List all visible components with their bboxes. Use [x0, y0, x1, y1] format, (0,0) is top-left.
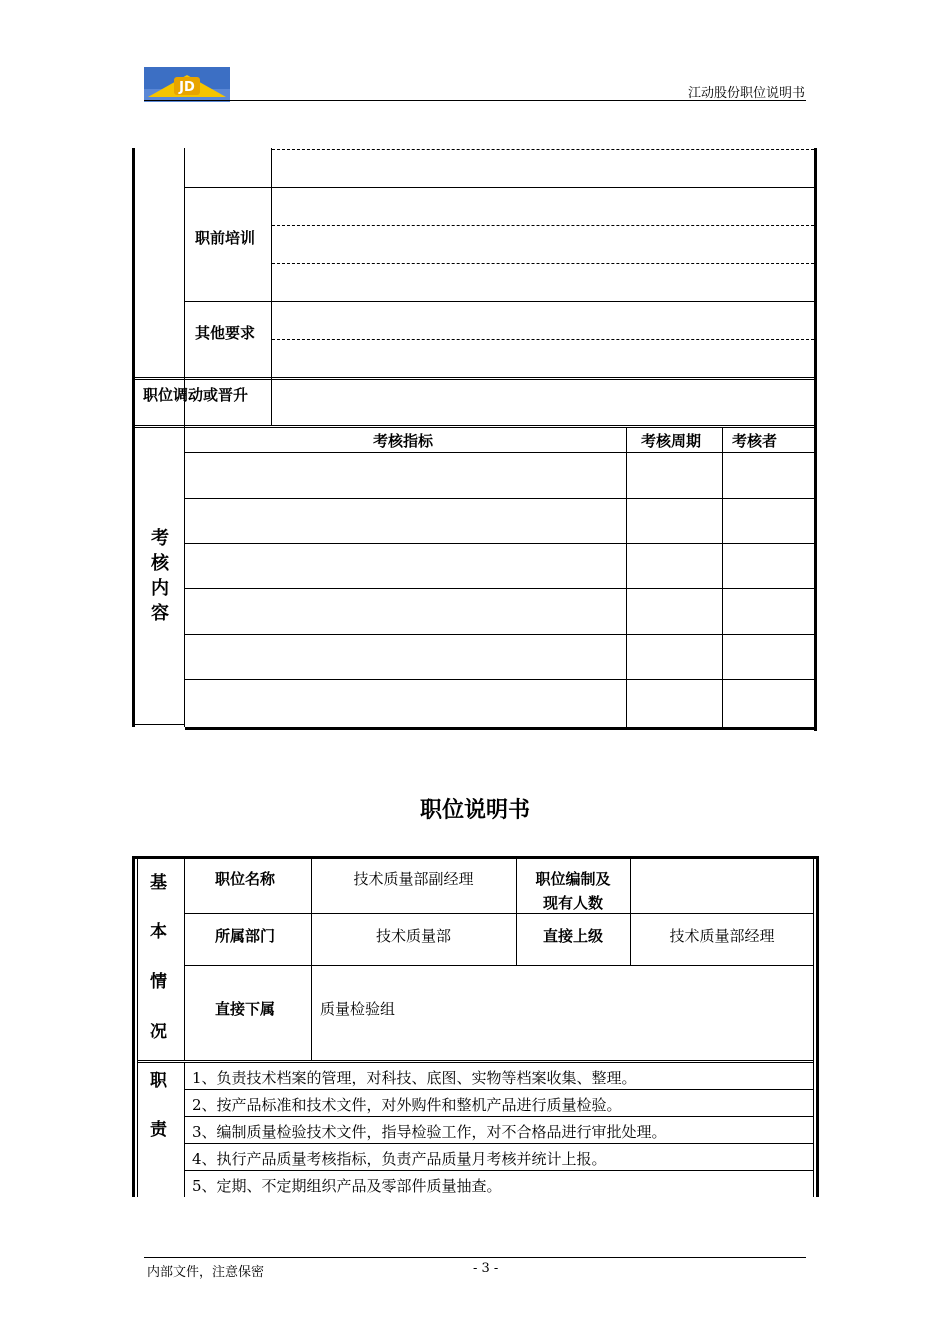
table-row	[184, 679, 814, 680]
transfer-promotion-label: 职位调动或晋升	[143, 386, 249, 404]
assessor-header: 考核者	[732, 432, 778, 450]
upper-table-right-border	[814, 148, 817, 731]
assessment-indicator-header: 考核指标	[373, 432, 434, 450]
position-name-label: 职位名称	[215, 870, 276, 888]
table-row	[184, 634, 814, 635]
header-divider	[144, 100, 806, 101]
basic-label-char-3: 情	[150, 972, 167, 992]
pre-job-training-label: 职前培训	[195, 229, 256, 247]
duties-label-char-1: 职	[150, 1071, 167, 1091]
duty-item: 5、定期、不定期组织产品及零部件质量抽查。	[192, 1177, 502, 1195]
headcount-label-line1: 职位编制及	[535, 870, 611, 888]
table-row	[184, 498, 814, 499]
company-logo	[144, 67, 230, 102]
other-requirements-label: 其他要求	[195, 324, 256, 342]
duties-label-char-2: 责	[150, 1120, 167, 1140]
basic-label-char-2: 本	[150, 922, 167, 942]
duty-item: 4、执行产品质量考核指标，负责产品质量月考核并统计上报。	[192, 1150, 607, 1168]
subordinate-label: 直接下属	[215, 1000, 276, 1018]
position-name-value: 技术质量部副经理	[353, 870, 474, 888]
basic-label-char-1: 基	[150, 873, 167, 893]
duty-item: 1、负责技术档案的管理，对科技、底图、实物等档案收集、整理。	[192, 1069, 637, 1087]
table-row	[184, 543, 814, 544]
assessment-content-label: 考 核 内 容	[151, 528, 169, 624]
basic-label-char-4: 况	[150, 1022, 167, 1042]
document-title: 职位说明书	[419, 798, 530, 823]
header-title: 江动股份职位说明书	[687, 86, 805, 101]
footer-divider	[144, 1257, 806, 1258]
superior-label: 直接上级	[542, 927, 603, 945]
page-number: - 3 -	[473, 1261, 499, 1276]
headcount-label-line2: 现有人数	[542, 894, 603, 912]
superior-value: 技术质量部经理	[669, 927, 775, 945]
upper-table-left-border	[132, 148, 135, 727]
footer-confidential: 内部文件，注意保密	[147, 1265, 265, 1280]
logo-text: JD	[179, 80, 195, 95]
subordinate-value: 质量检验组	[320, 1000, 396, 1018]
assessment-period-header: 考核周期	[641, 432, 702, 450]
department-label: 所属部门	[215, 927, 276, 945]
duty-item: 3、编制质量检验技术文件，指导检验工作，对不合格品进行审批处理。	[192, 1123, 667, 1141]
department-value: 技术质量部	[375, 927, 451, 945]
duty-item: 2、按产品标准和技术文件，对外购件和整机产品进行质量检验。	[192, 1096, 622, 1114]
table-row	[184, 588, 814, 589]
